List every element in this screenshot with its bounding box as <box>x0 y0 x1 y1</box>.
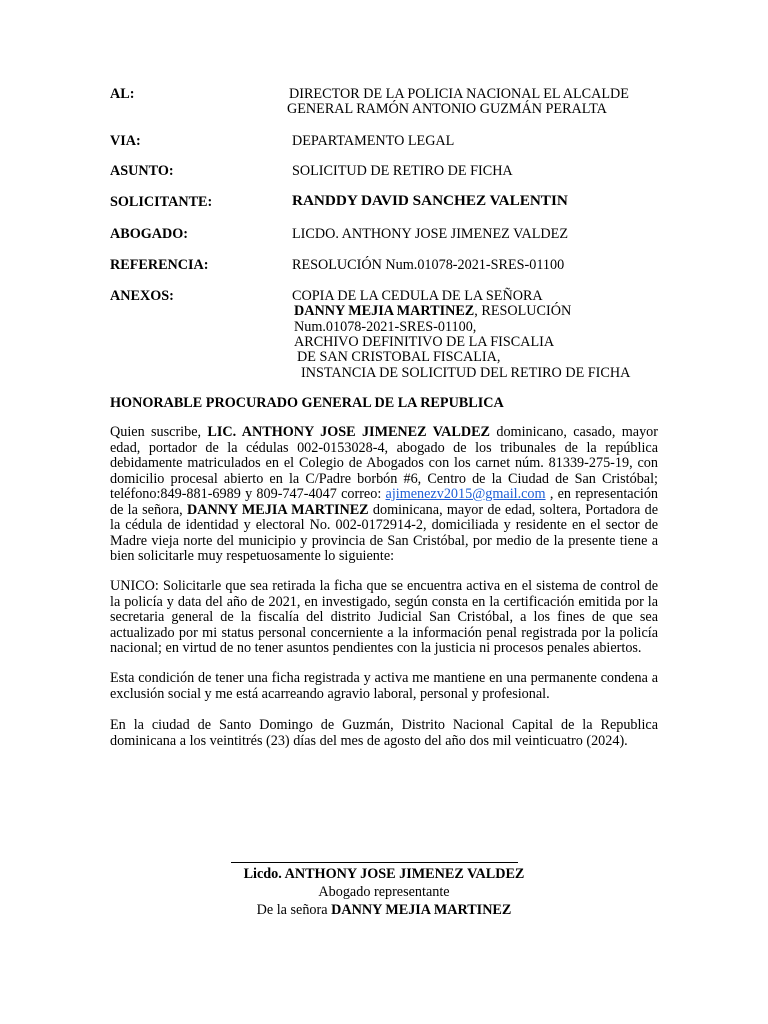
on-behalf-name: DANNY MEJIA MARTINEZ <box>331 902 512 918</box>
asunto-value: SOLICITUD DE RETIRO DE FICHA <box>292 163 513 179</box>
anexos-line2 <box>294 303 571 319</box>
abogado-label: ABOGADO: <box>110 226 189 242</box>
referencia-value: RESOLUCIÓN Num.01078-2021-SRES-01100 <box>292 257 565 273</box>
solicitante-value: RANDDY DAVID SANCHEZ VALENTIN <box>292 192 568 209</box>
p1-representation: , en representación de la señora, <box>110 486 659 518</box>
anexos-line4: ARCHIVO DEFINITIVO DE LA FISCALIA <box>294 334 555 350</box>
anexos-line2-name: DANNY MEJIA MARTINEZ <box>294 303 475 319</box>
on-behalf-prefix: De la señora <box>256 902 332 918</box>
al-value-line1: DIRECTOR DE LA POLICIA NACIONAL EL ALCALDE <box>289 86 629 102</box>
body-paragraph-4: En la ciudad de Santo Domingo de Guzmán, Distrito Nacional Capital de la Republica dominicana a los veintitrés (23) días del mes de agosto del año dos mil veinticuatro (2024). <box>110 717 658 749</box>
body-paragraph-2: UNICO: Solicitarle que sea retirada la ficha que se encuentra activa en el sistema de control de la policía y data del año de 2021, en investigado, según consta en la certificación emitida por la secretaria general de la fiscalía del distrito Judicial San Cristóbal, a los fines de que sea actualizado por mi status personal concerniente a la información penal registrada por la policía nacional; en virtud de no tener asuntos pendientes con la justicia ni procesos penales abiertos. <box>110 578 658 656</box>
p1-closing: dominicana, mayor de edad, soltera, Portadora de la cédula de identidad y electoral No. 002-0172914-2, domiciliada y residente en el sector de Madre vieja norte del municipio y provincia de San Cristóbal, por medio de la presente tiene a bien solicitarle muy respetuosamente lo siguiente: <box>110 501 658 564</box>
al-label: AL: <box>110 86 135 102</box>
al-value-line2: GENERAL RAMÓN ANTONIO GUZMÁN PERALTA <box>287 101 607 117</box>
signature-on-behalf <box>200 902 568 918</box>
abogado-value: LICDO. ANTHONY JOSE JIMENEZ VALDEZ <box>292 226 568 242</box>
p1-client-name: DANNY MEJIA MARTINEZ <box>186 501 369 518</box>
signature-name: Licdo. ANTHONY JOSE JIMENEZ VALDEZ <box>243 866 525 882</box>
anexos-line5: DE SAN CRISTOBAL FISCALIA, <box>297 349 501 365</box>
anexos-label: ANEXOS: <box>110 288 174 304</box>
salutation: HONORABLE PROCURADO GENERAL DE LA REPUBLICA <box>110 395 504 411</box>
anexos-line3: Num.01078-2021-SRES-01100, <box>294 319 477 335</box>
p1-intro: Quien suscribe, <box>110 424 208 440</box>
anexos-line1: COPIA DE LA CEDULA DE LA SEÑORA <box>292 288 543 304</box>
p1-details: dominicano, casado, mayor edad, portador de la cédulas 002-0153028-4, abogado de los tribunales de la república debidamente matriculados en el Colegio de Abogados con los carnet núm. 81339-275-19, con domicilio procesal abierto en la C/Padre borbón #6, Centro de la Ciudad de San Cristóbal; teléfono:849-881-6989 y 809-747-4047 correo: <box>110 424 658 502</box>
anexos-line2-rest: , RESOLUCIÓN <box>474 303 572 319</box>
signature-line <box>231 862 518 863</box>
p1-lawyer-name: LIC. ANTHONY JOSE JIMENEZ VALDEZ <box>207 424 490 440</box>
via-label: VIA: <box>110 133 141 149</box>
signature-role: Abogado representante <box>318 884 450 900</box>
via-value: DEPARTAMENTO LEGAL <box>292 133 455 149</box>
referencia-label: REFERENCIA: <box>110 257 209 273</box>
solicitante-label: SOLICITANTE: <box>110 194 213 210</box>
asunto-label: ASUNTO: <box>110 163 174 179</box>
anexos-line6: INSTANCIA DE SOLICITUD DEL RETIRO DE FICHA <box>301 365 631 381</box>
body-paragraph-1 <box>110 425 658 565</box>
body-paragraph-3: Esta condición de tener una ficha registrada y activa me mantiene en una permanente condena a exclusión social y me está acarreando agravio laboral, personal y profesional. <box>110 670 658 702</box>
email-link[interactable]: ajimenezv2015@gmail.com <box>385 486 546 502</box>
